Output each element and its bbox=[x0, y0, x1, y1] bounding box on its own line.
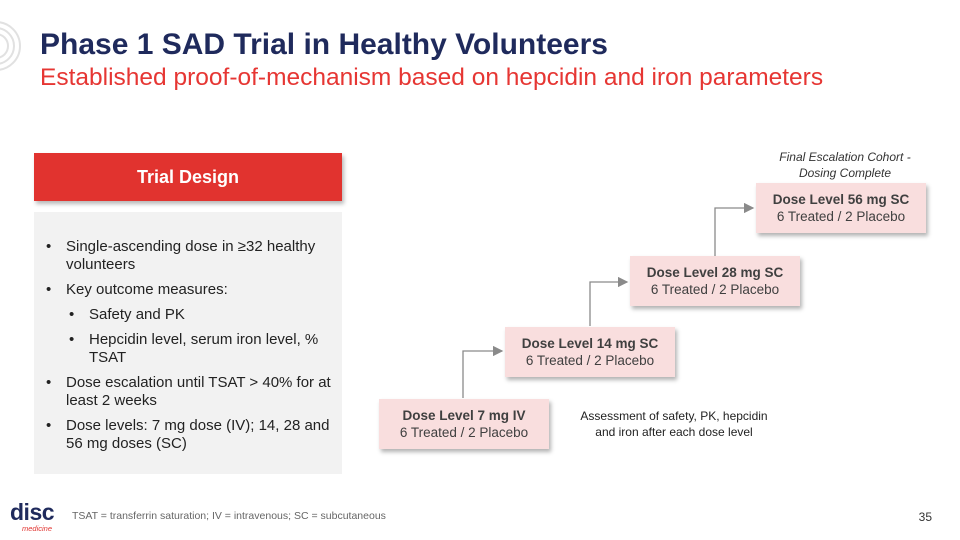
dose-level-detail: 6 Treated / 2 Placebo bbox=[776, 209, 906, 224]
dose-level-3-box bbox=[630, 256, 800, 306]
company-logo bbox=[10, 500, 66, 534]
sub-bullet-item: • Hepcidin level, serum iron level, % TSAT bbox=[69, 331, 319, 366]
page-number: 35 bbox=[918, 510, 932, 524]
final-cohort-note: Final Escalation Cohort - Dosing Complete bbox=[779, 150, 911, 180]
slide-title: Phase 1 SAD Trial in Healthy Volunteers bbox=[40, 28, 608, 61]
connector-arrow bbox=[463, 351, 502, 398]
assessment-note: Assessment of safety, PK, hepcidin and iron after each dose level bbox=[580, 409, 768, 439]
dose-level-label: Dose Level 14 mg SC bbox=[521, 336, 659, 351]
logo-wordmark: disc bbox=[10, 499, 55, 525]
bullet-item: • Key outcome measures: bbox=[46, 281, 228, 298]
dose-level-label: Dose Level 28 mg SC bbox=[646, 265, 784, 280]
trial-design-header: Trial Design bbox=[34, 153, 342, 201]
connector-arrow bbox=[715, 208, 753, 256]
bullet-item: • Single-ascending dose in ≥32 healthy volunteers bbox=[46, 238, 316, 273]
footnote: TSAT = transferrin saturation; IV = intravenous; SC = subcutaneous bbox=[72, 510, 386, 522]
slide-subtitle: Established proof-of-mechanism based on hepcidin and iron parameters bbox=[40, 64, 824, 91]
logo-subtext: medicine bbox=[22, 524, 53, 533]
dose-level-detail: 6 Treated / 2 Placebo bbox=[525, 353, 655, 368]
bullet-item: • Dose escalation until TSAT > 40% for at least 2 weeks bbox=[46, 374, 331, 409]
bullet-item: • Dose levels: 7 mg dose (IV); 14, 28 and 56 mg doses (SC) bbox=[46, 417, 330, 452]
dose-level-2-box bbox=[505, 327, 675, 377]
dose-level-1-box bbox=[379, 399, 549, 449]
trial-design-bullets bbox=[46, 238, 336, 460]
connector-arrow bbox=[590, 282, 627, 326]
sub-bullet-item: • Safety and PK bbox=[69, 306, 185, 323]
corner-decoration-icon bbox=[0, 18, 22, 74]
dose-level-label: Dose Level 56 mg SC bbox=[772, 192, 910, 207]
dose-level-detail: 6 Treated / 2 Placebo bbox=[650, 282, 780, 297]
dose-level-label: Dose Level 7 mg IV bbox=[402, 408, 526, 423]
dose-level-detail: 6 Treated / 2 Placebo bbox=[399, 425, 529, 440]
dose-level-4-box bbox=[756, 183, 926, 233]
